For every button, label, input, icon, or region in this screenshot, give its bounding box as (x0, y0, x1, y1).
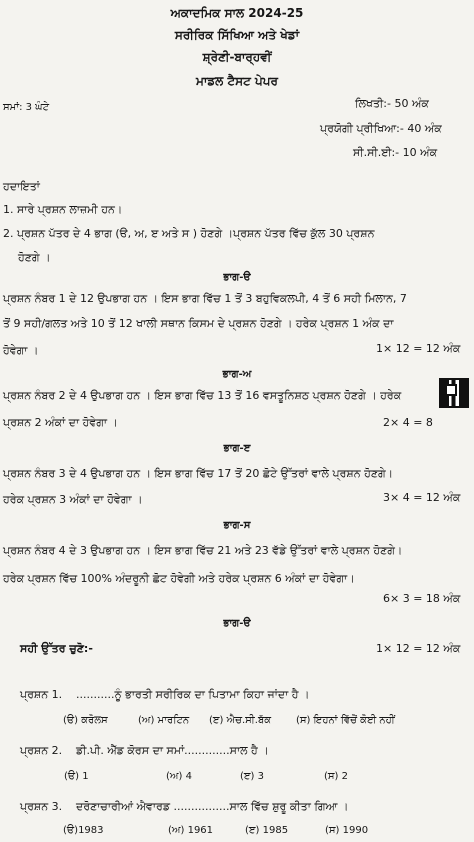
section-marks: 2× 4 = 8 (383, 416, 433, 429)
option: (ੲ) ਐਚ.ਸੀ.ਬੱਕ (209, 715, 272, 726)
practical-marks: ਪ੍ਰਯੋਗੀ ਪ੍ਰੀਖਿਆ:- 40 ਅੰਕ (320, 122, 442, 135)
option: (ੲ) 3 (240, 771, 265, 782)
part-marks: 1× 12 = 12 ਅੰਕ (376, 642, 461, 655)
option: (ੲ) 1985 (245, 825, 289, 836)
section-text: ਹਰੇਕ ਪ੍ਰਸ਼ਨ ਵਿੱਚ 100% ਅੰਦਰੂਨੀ ਛੋਟ ਹੋਵੇਗੀ ਅਤੇ ਹਰੇਕ ਪ੍ਰਸ਼ਨ 6 ਅੰਕਾਂ ਦਾ ਹੋਵੇਗਾ। (3, 572, 355, 585)
instruction-1: 1. ਸਾਰੇ ਪ੍ਰਸ਼ਨ ਲਾਜ਼ਮੀ ਹਨ। (3, 203, 123, 216)
option: (ਅ) 1961 (168, 825, 214, 836)
section-marks: 6× 3 = 18 ਅੰਕ (383, 592, 461, 605)
option: (ਅ) 4 (166, 771, 192, 782)
section-title: ਭਾਗ-ਅ (222, 369, 252, 380)
instructions-heading: ਹਦਾਇਤਾਂ (3, 180, 40, 193)
option: (ੳ) ਕਰੋਲਸ (63, 715, 108, 726)
time-label: ਸਮਾਂ: 3 ਘੰਟੇ (3, 102, 50, 113)
question-label: ਪ੍ਰਸ਼ਨ 3. (20, 800, 63, 813)
option: (ਸ) 2 (324, 771, 349, 782)
part-title: ਭਾਗ-ੳ (223, 618, 251, 629)
instruction-2: 2. ਪ੍ਰਸ਼ਨ ਪੱਤਰ ਦੇ 4 ਭਾਗ (ੳ, ਅ, ੲ ਅਤੇ ਸ ) ਹੋਣਗੇ ।ਪ੍ਰਸ਼ਨ ਪੱਤਰ ਵਿੱਚ ਕੁੱਲ 30 ਪ੍ਰਸ਼ਨ (3, 227, 375, 240)
written-marks: ਲਿਖਤੀ:- 50 ਅੰਕ (355, 97, 429, 110)
section-text: ਤੋਂ 9 ਸਹੀ/ਗਲਤ ਅਤੇ 10 ਤੋਂ 12 ਖਾਲੀ ਸਥਾਨ ਕਿਸਮ ਦੇ ਪ੍ਰਸ਼ਨ ਹੋਣਗੇ । ਹਰੇਕ ਪ੍ਰਸ਼ਨ 1 ਅੰਕ ਦਾ (3, 317, 394, 330)
section-text: ਹਰੇਕ ਪ੍ਰਸ਼ਨ 3 ਅੰਕਾਂ ਦਾ ਹੋਵੇਗਾ । (3, 493, 143, 506)
question-text: ਦਰੋਣਾਚਾਰੀਆਂ ਐਵਾਰਡ ................ਸਾਲ ਵਿੱਚ ਸ਼ੁਰੂ ਕੀਤਾ ਗਿਆ । (76, 800, 349, 813)
section-title: ਭਾਗ-ੳ (223, 272, 251, 283)
paper-title: ਮਾਡਲ ਟੈਸਟ ਪੇਪਰ (196, 74, 278, 88)
section-title: ਭਾਗ-ਸ (223, 520, 251, 531)
section-text: ਹੋਵੇਗਾ । (3, 344, 39, 357)
section-marks: 3× 4 = 12 ਅੰਕ (383, 491, 461, 504)
subject-title: ਸਰੀਰਿਕ ਸਿੱਖਿਆ ਅਤੇ ਖੇਡਾਂ (174, 28, 300, 42)
question-text: ...........ਨੂੰ ਭਾਰਤੀ ਸਰੀਰਿਕ ਦਾ ਪਿਤਾਮਾ ਕਿਹਾ ਜਾਂਦਾ ਹੈ । (76, 688, 310, 701)
option: (ਸ) 1990 (325, 825, 369, 836)
section-text: ਪ੍ਰਸ਼ਨ ਨੰਬਰ 2 ਦੇ 4 ਉਪਭਾਗ ਹਨ । ਇਸ ਭਾਗ ਵਿੱਚ 13 ਤੋਂ 16 ਵਸਤੂਨਿਸ਼ਠ ਪ੍ਰਸ਼ਨ ਹੋਣਗੇ । ਹਰੇਕ (3, 389, 402, 402)
section-title: ਭਾਗ-ੲ (223, 443, 251, 454)
section-text: ਪ੍ਰਸ਼ਨ 2 ਅੰਕਾਂ ਦਾ ਹੋਵੇਗਾ । (3, 416, 118, 429)
question-label: ਪ੍ਰਸ਼ਨ 1. (20, 688, 63, 701)
part-heading: ਸਹੀ ਉੱਤਰ ਚੁਣੋ:- (20, 642, 93, 655)
option: (ਅ) ਮਾਰਟਿਨ (138, 715, 190, 726)
class-title: ਸ਼੍ਰੇਣੀ-ਬਾਰ੍ਹਵੀਂ (202, 50, 272, 64)
question-label: ਪ੍ਰਸ਼ਨ 2. (20, 744, 63, 757)
section-text: ਪ੍ਰਸ਼ਨ ਨੰਬਰ 1 ਦੇ 12 ਉਪਭਾਗ ਹਨ । ਇਸ ਭਾਗ ਵਿੱਚ 1 ਤੋਂ 3 ਬਹੁਵਿਕਲਪੀ, 4 ਤੋਂ 6 ਸਹੀ ਮਿਲਾਨ, 7 (3, 292, 407, 305)
option: (ੳ)1983 (63, 825, 104, 836)
section-text: ਪ੍ਰਸ਼ਨ ਨੰਬਰ 4 ਦੇ 3 ਉਪਭਾਗ ਹਨ । ਇਸ ਭਾਗ ਵਿੱਚ 21 ਅਤੇ 23 ਵੱਡੇ ਉੱਤਰਾਂ ਵਾਲੇ ਪ੍ਰਸ਼ਨ ਹੋਣਗੇ। (3, 544, 403, 557)
option: (ਸ) ਇਹਨਾਂ ਵਿੱਚੋਂ ਕੋਈ ਨਹੀਂ (296, 715, 395, 726)
session-title: ਅਕਾਦਮਿਕ ਸਾਲ 2024-25 (170, 6, 304, 20)
option: (ੳ) 1 (64, 771, 89, 782)
qr-code-icon (441, 380, 467, 406)
instruction-2-cont: ਹੋਣਗੇ । (18, 251, 51, 264)
section-marks: 1× 12 = 12 ਅੰਕ (376, 342, 461, 355)
cce-marks: ਸੀ.ਸੀ.ਈ:- 10 ਅੰਕ (353, 146, 438, 159)
section-text: ਪ੍ਰਸ਼ਨ ਨੰਬਰ 3 ਦੇ 4 ਉਪਭਾਗ ਹਨ । ਇਸ ਭਾਗ ਵਿੱਚ 17 ਤੋਂ 20 ਛੋਟੇ ਉੱਤਰਾਂ ਵਾਲੇ ਪ੍ਰਸ਼ਨ ਹੋਣਗੇ। (3, 467, 394, 480)
question-text: ਡੀ.ਪੀ. ਐੱਡ ਕੋਰਸ ਦਾ ਸਮਾਂ.............ਸਾਲ ਹੈ । (76, 744, 269, 757)
